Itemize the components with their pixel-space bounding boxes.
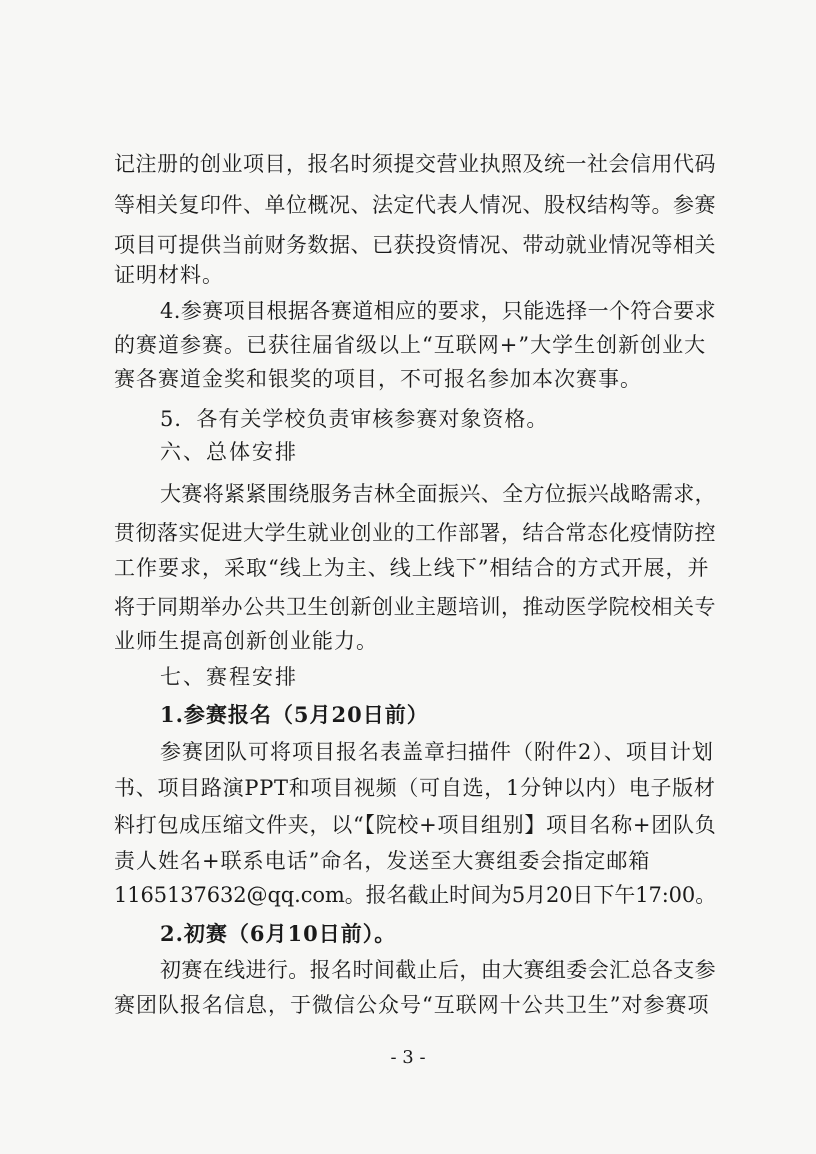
- body-line: 记注册的创业项目，报名时须提交营业执照及统一社会信用代码: [114, 152, 716, 176]
- section-heading: 六、总体安排: [160, 440, 298, 464]
- body-line: 业师生提高创新创业能力。: [114, 629, 378, 653]
- body-line: 书、项目路演PPT和项目视频（可自选，1分钟以内）电子版材: [114, 776, 716, 800]
- body-line: 工作要求，采取“线上为主、线上线下”相结合的方式开展，并: [114, 556, 710, 580]
- body-line: 将于同期举办公共卫生创新创业主题培训，推动医学院校相关专: [114, 595, 716, 619]
- body-line: 4.参赛项目根据各赛道相应的要求，只能选择一个符合要求: [160, 299, 717, 323]
- body-line: 大赛将紧紧围绕服务吉林全面振兴、全方位振兴战略需求，: [160, 482, 716, 506]
- subsection-heading: 1.参赛报名（5月20日前）: [160, 702, 429, 727]
- body-line: 5．各有关学校负责审核参赛对象资格。: [160, 407, 549, 431]
- body-line: 1165137632@qq.com。报名截止时间为5月20日下午17:00。: [114, 883, 717, 907]
- body-line: 贯彻落实促进大学生就业创业的工作部署，结合常态化疫情防控: [114, 521, 716, 545]
- body-line: 赛团队报名信息，于微信公众号“互联网十公共卫生”对参赛项: [114, 993, 710, 1017]
- body-line: 料打包成压缩文件夹，以“【院校+项目组别】项目名称+团队负: [114, 813, 717, 837]
- body-line: 赛各赛道金奖和银奖的项目，不可报名参加本次赛事。: [114, 367, 642, 391]
- body-line: 参赛团队可将项目报名表盖章扫描件（附件2）、项目计划: [160, 740, 714, 764]
- section-heading: 七、赛程安排: [160, 665, 298, 689]
- body-line: 证明材料。: [114, 263, 224, 287]
- subsection-heading: 2.初赛（6月10日前）。: [160, 921, 397, 946]
- body-line: 责人姓名+联系电话”命名，发送至大赛组委会指定邮箱: [114, 849, 651, 873]
- body-line: 的赛道参赛。已获往届省级以上“互联网+”大学生创新创业大: [114, 333, 707, 357]
- page-number: - 3 -: [390, 1047, 426, 1068]
- body-line: 等相关复印件、单位概况、法定代表人情况、股权结构等。参赛: [114, 193, 716, 217]
- body-line: 初赛在线进行。报名时间截止后，由大赛组委会汇总各支参: [160, 958, 716, 982]
- body-line: 项目可提供当前财务数据、已获投资情况、带动就业情况等相关: [114, 233, 716, 257]
